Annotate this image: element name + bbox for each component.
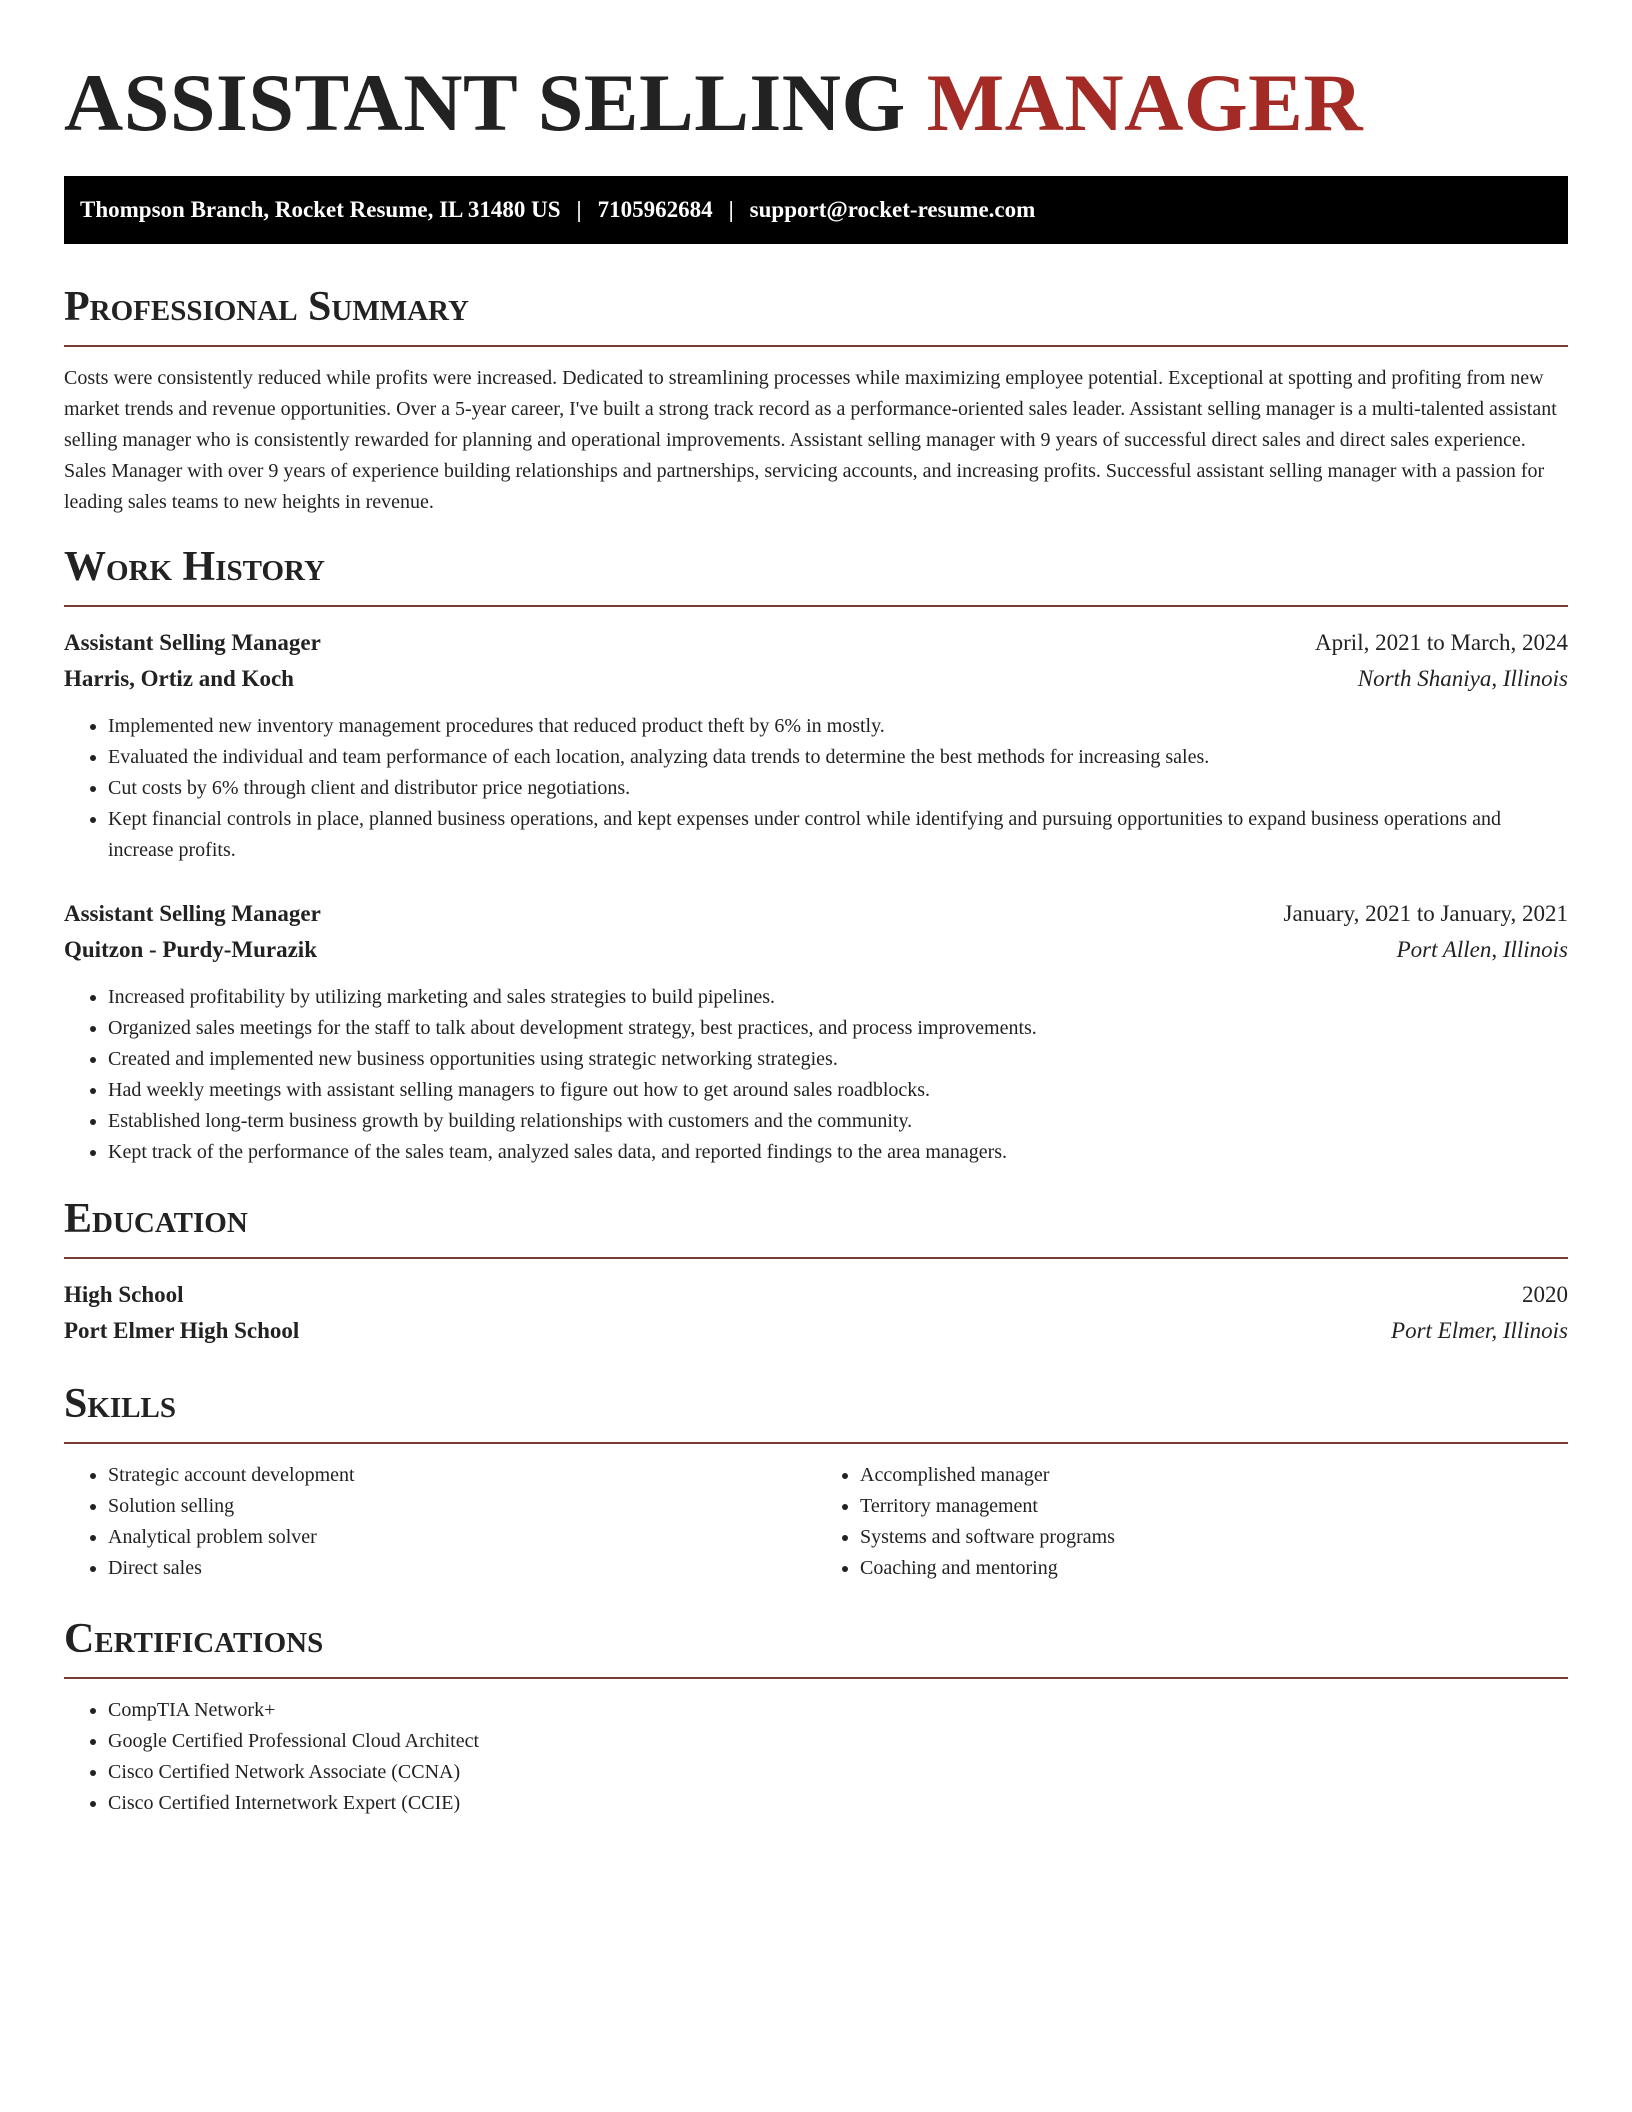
list-item: • Organized sales meetings for the staff to talk about development strategy, best practices, and process improvements. [108,1013,1568,1044]
name-accent: MANAGER [926,57,1364,148]
education-school: Port Elmer High School [64,1318,300,1343]
section-divider [64,1442,1568,1444]
list-item: • Evaluated the individual and team performance of each location, analyzing data trends to determine the best methods for increasing sales. [108,742,1568,773]
list-item: • Direct sales [108,1553,816,1584]
job-company: Quitzon - Purdy-Murazik [64,937,317,962]
job-role: Assistant Selling Manager [64,901,321,926]
list-item: • Implemented new inventory management procedures that reduced product theft by 6% in mostly. [108,711,1568,742]
section-divider [64,1677,1568,1679]
job-role: Assistant Selling Manager [64,630,321,655]
job-dates: April, 2021 to March, 2024 [1315,630,1568,655]
contact-separator: | [728,197,734,222]
job-dates: January, 2021 to January, 2021 [1283,901,1568,926]
list-item: • Cisco Certified Network Associate (CCNA) [108,1757,1568,1788]
section-divider [64,605,1568,607]
section-divider [64,345,1568,347]
summary-section [64,282,1568,518]
contact-bar [64,176,1568,244]
certifications-list [64,1695,1568,1819]
job-bullet-list [64,982,1568,1168]
job-location: Port Allen, Illinois [1396,937,1568,962]
job-header-row [64,896,1568,932]
skills-section [64,1379,1568,1584]
name-main: ASSISTANT SELLING [64,57,906,148]
list-item: • Created and implemented new business opportunities using strategic networking strategies. [108,1044,1568,1075]
education-entry [64,1277,1568,1349]
list-item: • Increased profitability by utilizing marketing and sales strategies to build pipelines. [108,982,1568,1013]
summary-text: Costs were consistently reduced while profits were increased. Dedicated to streamlining processes while maximizing employee potential. Exceptional at spotting and profiting from new market trends and revenue opportunities. Over a 5-year career, I've built a strong track record as a performance-oriented sales leader. Assistant selling manager is a multi-talented assistant selling manager who is consistently rewarded for planning and operational improvements. Assistant selling manager with 9 years of successful direct sales and direct sales experience. Sales Manager with over 9 years of experience building relationships and partnerships, servicing accounts, and increasing profits. Successful assistant selling manager with a passion for leading sales teams to new heights in revenue. [64,367,1557,513]
education-degree: High School [64,1282,184,1307]
list-item: • Systems and software programs [860,1522,1568,1553]
list-item: • Accomplished manager [860,1460,1568,1491]
work-title: Work History [64,544,325,590]
list-item: • Kept financial controls in place, planned business operations, and kept expenses under control while identifying and pursuing opportunities to expand business operations and increase profits. [108,804,1568,866]
job-entry [64,896,1568,1168]
list-item: • Strategic account development [108,1460,816,1491]
summary-title: Professional Summary [64,284,469,330]
job-company: Harris, Ortiz and Koch [64,666,294,691]
contact-email: support@rocket-resume.com [749,197,1036,222]
job-location: North Shaniya, Illinois [1357,666,1568,691]
list-item: • Google Certified Professional Cloud Architect [108,1726,1568,1757]
list-item: • Cisco Certified Internetwork Expert (CCIE) [108,1788,1568,1819]
section-divider [64,1257,1568,1259]
list-item: • Territory management [860,1491,1568,1522]
skills-columns [64,1460,1568,1584]
resume-name [64,58,1568,148]
work-section [64,542,1568,1168]
list-item: • Established long-term business growth by building relationships with customers and the community. [108,1106,1568,1137]
education-year: 2020 [1522,1282,1568,1307]
job-subheader-row [64,661,1568,697]
education-header-row [64,1277,1568,1313]
list-item: • Solution selling [108,1491,816,1522]
list-item: • Kept track of the performance of the sales team, analyzed sales data, and reported findings to the area managers. [108,1137,1568,1168]
resume-page [64,0,1568,1819]
education-title: Education [64,1196,248,1242]
list-item: • Had weekly meetings with assistant selling managers to figure out how to get around sales roadblocks. [108,1075,1568,1106]
list-item: • Cut costs by 6% through client and distributor price negotiations. [108,773,1568,804]
contact-separator: | [576,197,582,222]
job-header-row [64,625,1568,661]
contact-address: Thompson Branch, Rocket Resume, IL 31480 US [80,197,561,222]
job-bullet-list [64,711,1568,866]
certifications-section [64,1614,1568,1819]
list-item: • CompTIA Network+ [108,1695,1568,1726]
education-subheader-row [64,1313,1568,1349]
education-location: Port Elmer, Illinois [1391,1318,1568,1343]
list-item: • Analytical problem solver [108,1522,816,1553]
contact-phone: 7105962684 [597,197,713,222]
skills-list-right [816,1460,1568,1584]
education-section [64,1194,1568,1349]
skills-title: Skills [64,1381,177,1427]
job-subheader-row [64,932,1568,968]
list-item: • Coaching and mentoring [860,1553,1568,1584]
job-entry [64,625,1568,866]
certifications-title: Certifications [64,1616,324,1662]
skills-list-left [64,1460,816,1584]
